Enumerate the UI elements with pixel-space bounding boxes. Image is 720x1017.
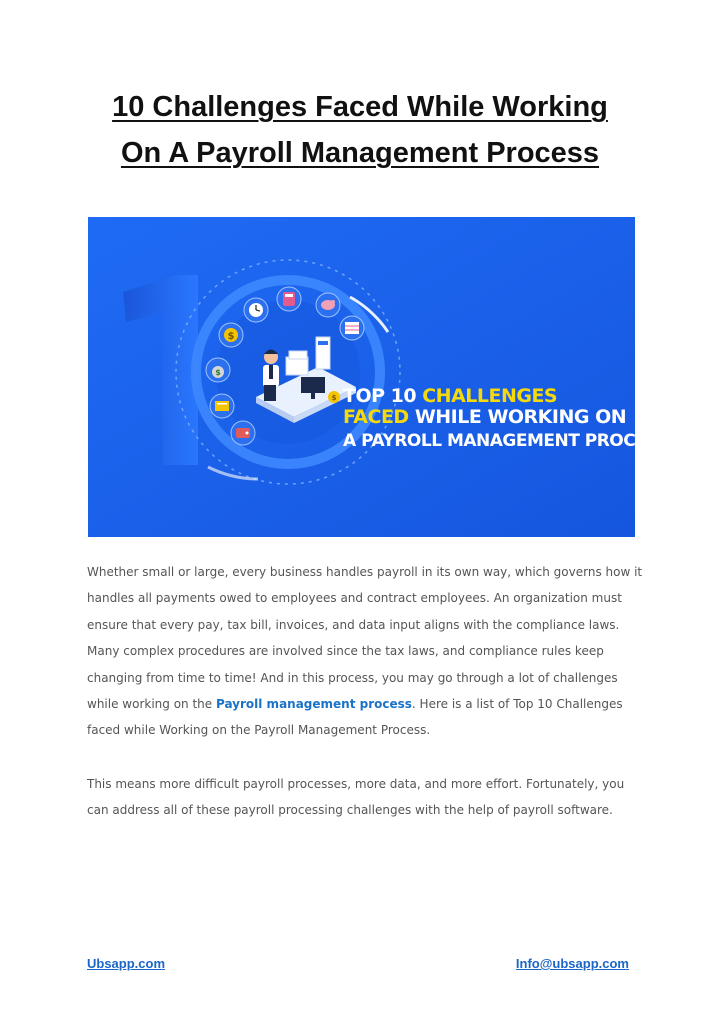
tax-table-icon bbox=[340, 316, 364, 340]
headline-mid-yellow: FACED bbox=[343, 406, 409, 428]
clock-icon bbox=[244, 298, 268, 322]
software-paragraph: This means more difficult payroll processes, more data, and more effort. Fortunately, you can address all of these payroll processing challenges with the help of payroll software. bbox=[87, 777, 625, 818]
piggy-bank-icon bbox=[316, 293, 340, 317]
intro-text-after-link: . Here is a list of Top 10 Challenges faced while Working on the Payroll Management Process. bbox=[87, 697, 623, 738]
hero-banner-image bbox=[88, 217, 670, 537]
title-line-1: 10 Challenges Faced While Working bbox=[112, 91, 608, 123]
wallet-icon bbox=[231, 421, 255, 445]
headline-top-yellow: CHALLENGES bbox=[422, 385, 558, 407]
headline-line-3: A PAYROLL MANAGEMENT PROCESS bbox=[343, 431, 670, 451]
money-bag-icon bbox=[206, 358, 230, 382]
footer-email-link[interactable]: Info@ubsapp.com bbox=[515, 956, 629, 971]
dollar-coin-icon bbox=[219, 323, 243, 347]
headline-mid-white: WHILE WORKING ON bbox=[408, 406, 627, 428]
intro-text-before-link: Whether small or large, every business handles payroll in its own way, which governs how it handles all payments owed to employees and contract employees. An organization must ensure that every pay, tax bill, invoices, and data input aligns with the compliance laws. Many complex procedures are involved since the tax laws, and compliance rules keep changing from time to time! And in this process, you may go through a lot of challenges while working on the bbox=[87, 565, 643, 712]
headline-line-1 bbox=[343, 385, 557, 407]
svg-text:$: $ bbox=[215, 368, 221, 377]
invoice-icon bbox=[210, 394, 234, 418]
headline-line-2 bbox=[343, 406, 626, 428]
payroll-management-process-link[interactable]: Payroll management process bbox=[215, 697, 412, 712]
calculator-icon bbox=[277, 287, 301, 311]
headline-top-white: TOP 10 bbox=[343, 385, 423, 407]
svg-text:$: $ bbox=[227, 331, 235, 342]
page-title bbox=[60, 84, 660, 176]
footer-website-link[interactable]: Ubsapp.com bbox=[87, 956, 166, 971]
intro-paragraph bbox=[87, 559, 647, 744]
title-line-2: On A Payroll Management Process bbox=[120, 137, 600, 169]
svg-text:$: $ bbox=[331, 394, 337, 402]
